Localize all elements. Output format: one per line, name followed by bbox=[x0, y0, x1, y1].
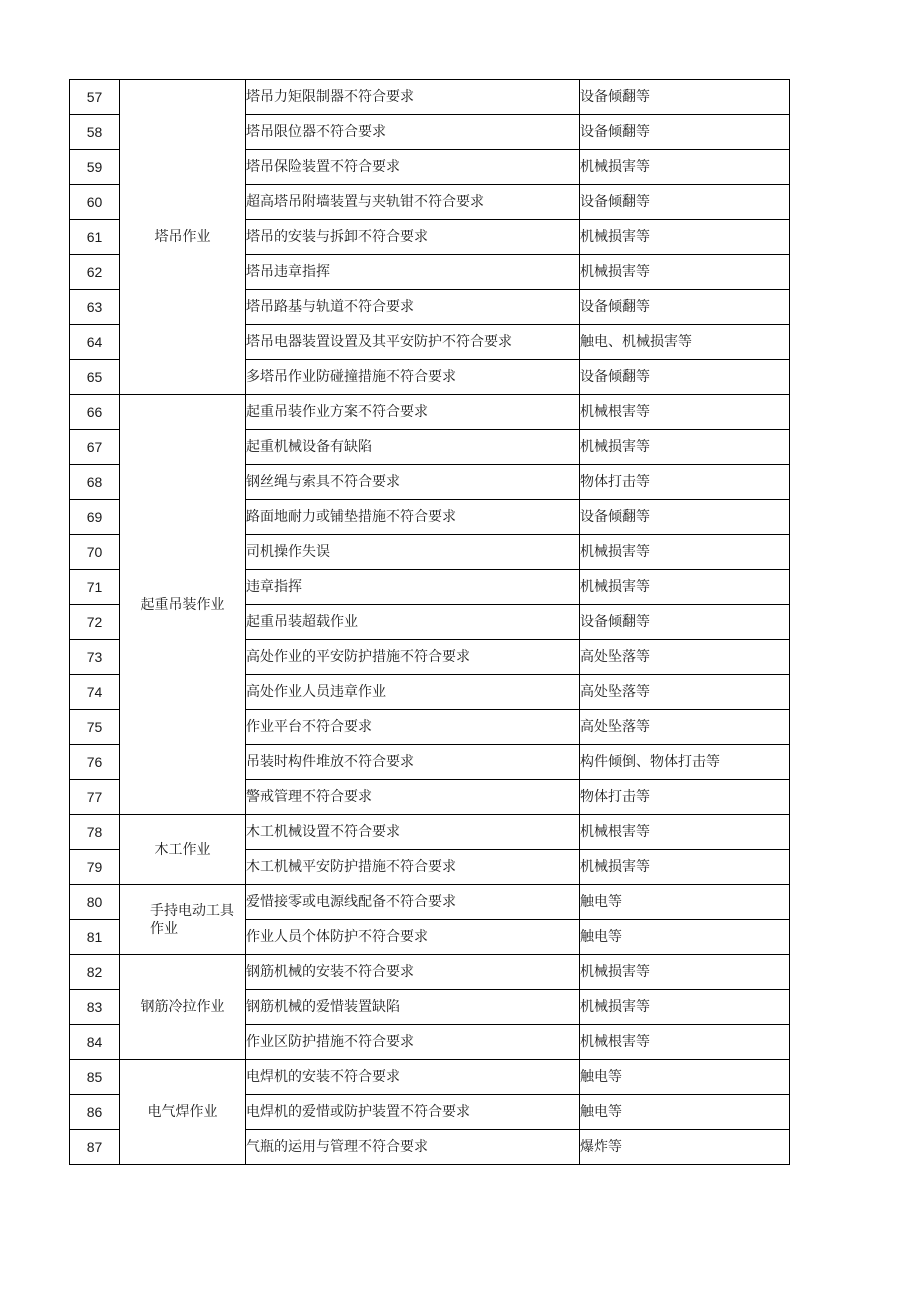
hazard-description: 木工机械平安防护措施不符合要求 bbox=[246, 850, 580, 885]
possible-accident: 机械损害等 bbox=[580, 535, 790, 570]
hazard-description: 电焊机的安装不符合要求 bbox=[246, 1060, 580, 1095]
row-number: 57 bbox=[70, 80, 120, 115]
row-number: 58 bbox=[70, 115, 120, 150]
possible-accident: 机械损害等 bbox=[580, 955, 790, 990]
row-number: 74 bbox=[70, 675, 120, 710]
hazard-description: 木工机械设置不符合要求 bbox=[246, 815, 580, 850]
hazard-description: 塔吊违章指挥 bbox=[246, 255, 580, 290]
possible-accident: 设备倾翻等 bbox=[580, 80, 790, 115]
hazard-description: 多塔吊作业防碰撞措施不符合要求 bbox=[246, 360, 580, 395]
possible-accident: 高处坠落等 bbox=[580, 640, 790, 675]
operation-category: 起重吊装作业 bbox=[120, 395, 246, 815]
hazard-description: 爱惜接零或电源线配备不符合要求 bbox=[246, 885, 580, 920]
operation-category: 电气焊作业 bbox=[120, 1060, 246, 1165]
row-number: 61 bbox=[70, 220, 120, 255]
possible-accident: 高处坠落等 bbox=[580, 710, 790, 745]
hazard-description: 违章指挥 bbox=[246, 570, 580, 605]
row-number: 59 bbox=[70, 150, 120, 185]
hazard-description: 塔吊保险装置不符合要求 bbox=[246, 150, 580, 185]
possible-accident: 机械损害等 bbox=[580, 570, 790, 605]
hazard-table bbox=[69, 79, 790, 1165]
row-number: 72 bbox=[70, 605, 120, 640]
hazard-description: 钢筋机械的爱惜装置缺陷 bbox=[246, 990, 580, 1025]
row-number: 82 bbox=[70, 955, 120, 990]
hazard-description: 塔吊限位器不符合要求 bbox=[246, 115, 580, 150]
row-number: 66 bbox=[70, 395, 120, 430]
hazard-description: 塔吊电器装置设置及其平安防护不符合要求 bbox=[246, 325, 580, 360]
table-row bbox=[70, 955, 790, 990]
hazard-description: 电焊机的爱惜或防护装置不符合要求 bbox=[246, 1095, 580, 1130]
possible-accident: 机械损害等 bbox=[580, 150, 790, 185]
table-row bbox=[70, 1060, 790, 1095]
hazard-description: 作业区防护措施不符合要求 bbox=[246, 1025, 580, 1060]
row-number: 71 bbox=[70, 570, 120, 605]
row-number: 68 bbox=[70, 465, 120, 500]
row-number: 64 bbox=[70, 325, 120, 360]
row-number: 87 bbox=[70, 1130, 120, 1165]
hazard-description: 路面地耐力或铺垫措施不符合要求 bbox=[246, 500, 580, 535]
possible-accident: 爆炸等 bbox=[580, 1130, 790, 1165]
row-number: 81 bbox=[70, 920, 120, 955]
operation-category: 塔吊作业 bbox=[120, 80, 246, 395]
hazard-description: 塔吊路基与轨道不符合要求 bbox=[246, 290, 580, 325]
possible-accident: 机械根害等 bbox=[580, 815, 790, 850]
possible-accident: 机械损害等 bbox=[580, 850, 790, 885]
row-number: 78 bbox=[70, 815, 120, 850]
row-number: 69 bbox=[70, 500, 120, 535]
hazard-description: 吊装时构件堆放不符合要求 bbox=[246, 745, 580, 780]
hazard-description: 钢筋机械的安装不符合要求 bbox=[246, 955, 580, 990]
row-number: 62 bbox=[70, 255, 120, 290]
row-number: 76 bbox=[70, 745, 120, 780]
hazard-description: 钢丝绳与索具不符合要求 bbox=[246, 465, 580, 500]
possible-accident: 机械损害等 bbox=[580, 255, 790, 290]
possible-accident: 物体打击等 bbox=[580, 465, 790, 500]
row-number: 83 bbox=[70, 990, 120, 1025]
possible-accident: 构件倾倒、物体打击等 bbox=[580, 745, 790, 780]
hazard-description: 超高塔吊附墙装置与夹轨钳不符合要求 bbox=[246, 185, 580, 220]
hazard-description: 起重机械设备有缺陷 bbox=[246, 430, 580, 465]
possible-accident: 机械根害等 bbox=[580, 1025, 790, 1060]
operation-category: 手持电动工具作业 bbox=[120, 885, 246, 955]
row-number: 67 bbox=[70, 430, 120, 465]
row-number: 63 bbox=[70, 290, 120, 325]
possible-accident: 触电等 bbox=[580, 920, 790, 955]
hazard-description: 作业人员个体防护不符合要求 bbox=[246, 920, 580, 955]
possible-accident: 机械损害等 bbox=[580, 990, 790, 1025]
table-row bbox=[70, 395, 790, 430]
possible-accident: 高处坠落等 bbox=[580, 675, 790, 710]
possible-accident: 设备倾翻等 bbox=[580, 290, 790, 325]
hazard-description: 警戒管理不符合要求 bbox=[246, 780, 580, 815]
hazard-description: 作业平台不符合要求 bbox=[246, 710, 580, 745]
possible-accident: 触电等 bbox=[580, 1095, 790, 1130]
row-number: 60 bbox=[70, 185, 120, 220]
hazard-description: 塔吊力矩限制器不符合要求 bbox=[246, 80, 580, 115]
row-number: 65 bbox=[70, 360, 120, 395]
hazard-description: 塔吊的安装与拆卸不符合要求 bbox=[246, 220, 580, 255]
row-number: 79 bbox=[70, 850, 120, 885]
hazard-description: 气瓶的运用与管理不符合要求 bbox=[246, 1130, 580, 1165]
operation-category: 木工作业 bbox=[120, 815, 246, 885]
row-number: 85 bbox=[70, 1060, 120, 1095]
row-number: 80 bbox=[70, 885, 120, 920]
possible-accident: 设备倾翻等 bbox=[580, 360, 790, 395]
hazard-description: 起重吊装超载作业 bbox=[246, 605, 580, 640]
row-number: 86 bbox=[70, 1095, 120, 1130]
possible-accident: 机械损害等 bbox=[580, 430, 790, 465]
row-number: 84 bbox=[70, 1025, 120, 1060]
hazard-description: 司机操作失误 bbox=[246, 535, 580, 570]
possible-accident: 设备倾翻等 bbox=[580, 500, 790, 535]
row-number: 75 bbox=[70, 710, 120, 745]
row-number: 77 bbox=[70, 780, 120, 815]
hazard-description: 起重吊装作业方案不符合要求 bbox=[246, 395, 580, 430]
possible-accident: 设备倾翻等 bbox=[580, 605, 790, 640]
table-row bbox=[70, 885, 790, 920]
possible-accident: 触电等 bbox=[580, 1060, 790, 1095]
possible-accident: 机械根害等 bbox=[580, 395, 790, 430]
possible-accident: 触电、机械损害等 bbox=[580, 325, 790, 360]
possible-accident: 设备倾翻等 bbox=[580, 185, 790, 220]
row-number: 70 bbox=[70, 535, 120, 570]
hazard-table-body bbox=[70, 80, 790, 1165]
possible-accident: 触电等 bbox=[580, 885, 790, 920]
row-number: 73 bbox=[70, 640, 120, 675]
hazard-description: 高处作业人员违章作业 bbox=[246, 675, 580, 710]
hazard-description: 高处作业的平安防护措施不符合要求 bbox=[246, 640, 580, 675]
possible-accident: 机械损害等 bbox=[580, 220, 790, 255]
operation-category: 钢筋冷拉作业 bbox=[120, 955, 246, 1060]
table-row bbox=[70, 80, 790, 115]
possible-accident: 物体打击等 bbox=[580, 780, 790, 815]
possible-accident: 设备倾翻等 bbox=[580, 115, 790, 150]
table-row bbox=[70, 815, 790, 850]
